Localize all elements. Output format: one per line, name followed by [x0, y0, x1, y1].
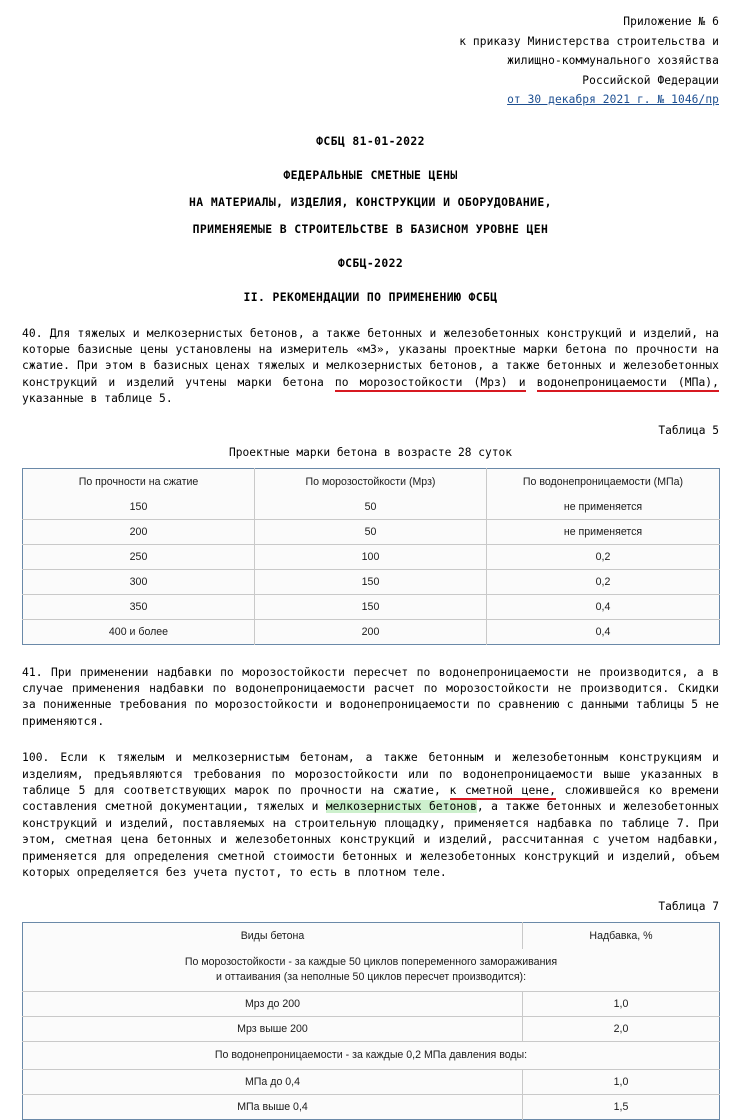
paragraph-40-text-part1: 40. Для тяжелых и мелкозернистых бетонов, а также бетонных и железобетонных конструкций и изделий, на которые базисные цены установлены на измеритель «м3», указаны проектные марки бетона по прочности на сжатие. При этом в базисных ценах тяжелых и мелкозернистых бетонов, а также бетонных и железобетонных конструкций и изделий учтены марки бетона	[22, 326, 719, 389]
table-7-header-row	[23, 923, 720, 950]
table-5	[22, 468, 720, 645]
table-row	[23, 1017, 720, 1042]
table-5-cell: 350	[23, 594, 255, 619]
table-row	[23, 519, 720, 544]
table-5-cell: 200	[23, 519, 255, 544]
header-line-housing: жилищно-коммунального хозяйства	[507, 54, 719, 67]
table-5-cell: 100	[255, 544, 487, 569]
paragraph-40-underline-a: по морозостойкости (Мрз) и	[335, 376, 526, 392]
paragraph-40-text-part2: указанные в таблице 5.	[22, 392, 173, 406]
table-7-group-header-frost	[23, 949, 720, 992]
document-code: ФСБЦ 81-01-2022	[316, 133, 425, 148]
table-5-cell: не применяется	[487, 495, 720, 520]
header-line-federation: Российской Федерации	[582, 73, 719, 87]
paragraph-40-underline-b: водонепроницаемости (МПа),	[537, 376, 719, 392]
header-line-appendix: Приложение № 6	[623, 15, 719, 28]
table-row	[23, 569, 720, 594]
table-7-cell: 1,5	[523, 1095, 720, 1120]
table-7-group2-line1: По водонепроницаемости - за каждые 0,2 МПа давления воды:	[23, 1042, 720, 1070]
table-5-cell: 150	[255, 594, 487, 619]
table-row	[23, 594, 720, 619]
table-row	[23, 1070, 720, 1095]
table-5-cell: 50	[255, 519, 487, 544]
table-7-cell: 1,0	[523, 1070, 720, 1095]
table-5-cell: 50	[255, 495, 487, 520]
title-block	[0, 134, 741, 304]
table-7	[22, 922, 720, 1120]
order-date-link[interactable]: от 30 декабря 2021 г. № 1046/пр	[507, 93, 719, 106]
section-heading: II. РЕКОМЕНДАЦИИ ПО ПРИМЕНЕНИЮ ФСБЦ	[243, 289, 498, 304]
document-header	[0, 12, 719, 110]
table-5-cell: 400 и более	[23, 619, 255, 644]
paragraph-100-highlight: мелкозернистых бетонов	[325, 800, 477, 814]
document-page	[0, 12, 741, 1114]
table-7-cell: МПа до 0,4	[23, 1070, 523, 1095]
table-5-col-strength: По прочности на сжатие	[23, 468, 255, 495]
table-5-cell: 0,4	[487, 594, 720, 619]
table-7-col-types: Виды бетона	[23, 923, 523, 950]
table-5-cell: 150	[23, 495, 255, 520]
table-5-cell: 300	[23, 569, 255, 594]
table-5-col-frost: По морозостойкости (Мрз)	[255, 468, 487, 495]
table-5-cell: 150	[255, 569, 487, 594]
paragraph-100	[22, 750, 719, 881]
paragraph-100-underline: к сметной цене,	[450, 784, 556, 800]
table-5-cell: 0,4	[487, 619, 720, 644]
table-7-cell: 1,0	[523, 992, 720, 1017]
document-short-code: ФСБЦ-2022	[337, 255, 404, 270]
document-title-line-2: НА МАТЕРИАЛЫ, ИЗДЕЛИЯ, КОНСТРУКЦИИ И ОБОРУДОВАНИЕ,	[189, 194, 552, 209]
table-5-col-water: По водонепроницаемости (МПа)	[487, 468, 720, 495]
paragraph-100-text-part1: 100. Если к тяжелым и мелкозернистым бетонам, а также бетонным и железобетонным конструкциям и изделиям, предъявляются требования по морозостойкости или по водонепроницаемости выше указанных в таблице 5 для соответствующих марок по прочности на сжатие,	[22, 751, 719, 797]
table-7-cell: МПа выше 0,4	[23, 1095, 523, 1120]
table-7-cell: Мрз выше 200	[23, 1017, 523, 1042]
table-7-cell: 2,0	[523, 1017, 720, 1042]
table-7-group1-line2: и оттаивания (за неполные 50 циклов пересчет производится):	[215, 971, 527, 984]
table-7-cell: Мрз до 200	[23, 992, 523, 1017]
table-row	[23, 1095, 720, 1120]
table-7-col-markup: Надбавка, %	[523, 923, 720, 950]
paragraph-100-text-part2: сложившейся ко времени составления сметной документации, тяжелых и	[22, 783, 719, 814]
paragraph-100-text-part3: , а также бетонных и железобетонных конструкций и изделий, поставляемых на строительную площадку, применяется надбавка по таблице 7. При этом, сметная цена бетонных и железобетонных конструкций и изделий, рассчитанная с учетом надбавки, применяется для определения сметной стоимости бетонных и железобетонных конструкций и изделий, объем которых определяется без учета пустот, то есть в плотном теле.	[22, 800, 719, 879]
table-5-cell: не применяется	[487, 519, 720, 544]
table-7-group1-line1: По морозостойкости - за каждые 50 циклов попеременного замораживания	[184, 956, 558, 969]
table-row	[23, 495, 720, 520]
table-row	[23, 544, 720, 569]
table-row	[23, 992, 720, 1017]
table-5-number: Таблица 5	[658, 423, 719, 437]
header-line-ministry: к приказу Министерства строительства и	[459, 34, 719, 48]
table-5-cell: 200	[255, 619, 487, 644]
table-5-cell: 0,2	[487, 569, 720, 594]
document-title-line-1: ФЕДЕРАЛЬНЫЕ СМЕТНЫЕ ЦЕНЫ	[283, 167, 458, 182]
paragraph-41: 41. При применении надбавки по морозостойкости пересчет по водонепроницаемости не производится, а в случае применения надбавки по водонепроницаемости расчет по морозостойкости не производится. Скидки за пониженные требования по морозостойкости и водонепроницаемости по сравнению с данными таблицы 5 не применяются.	[22, 665, 719, 728]
table-5-header-row	[23, 468, 720, 495]
document-title-line-3: ПРИМЕНЯЕМЫЕ В СТРОИТЕЛЬСТВЕ В БАЗИСНОМ УРОВНЕ ЦЕН	[192, 221, 549, 236]
paragraph-40	[22, 326, 719, 408]
table-5-caption: Проектные марки бетона в возрасте 28 суток	[229, 445, 512, 459]
table-5-cell: 250	[23, 544, 255, 569]
table-5-cell: 0,2	[487, 544, 720, 569]
table-7-group-header-water	[23, 1042, 720, 1070]
table-row	[23, 619, 720, 644]
table-7-number: Таблица 7	[658, 900, 719, 914]
